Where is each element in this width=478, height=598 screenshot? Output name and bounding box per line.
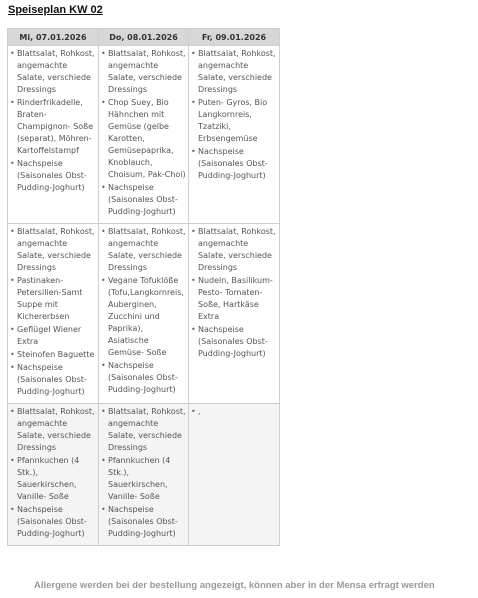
dish-item (10, 349, 96, 361)
dish-text: Nudeln, Basilikum- Pesto- Tomaten- Soße, Hartkäse Extra (198, 276, 273, 321)
bullet-icon: • (101, 227, 106, 236)
dish-text: Blattsalat, Rohkost, angemachte Salate, verschiede Dressings (108, 49, 186, 94)
menu-row (8, 224, 280, 404)
dish-item (101, 504, 186, 540)
menu-cell (189, 46, 280, 224)
dish-list (10, 406, 96, 540)
dish-item (191, 275, 277, 323)
bullet-icon: • (10, 159, 15, 168)
bullet-icon: • (101, 407, 106, 416)
menu-cell (99, 224, 189, 404)
dish-item (10, 275, 96, 323)
allergen-note: Allergene werden bei der bestellung angezeigt, können aber in der Mensa erfragt werden (34, 580, 435, 591)
dish-text: Nachspeise (Saisonales Obst- Pudding-Joghurt) (17, 363, 87, 396)
dish-list (101, 226, 186, 396)
bullet-icon: • (191, 49, 196, 58)
bullet-icon: • (10, 363, 15, 372)
dish-item (191, 146, 277, 182)
bullet-icon: • (10, 407, 15, 416)
bullet-icon: • (191, 276, 196, 285)
dish-list (191, 226, 277, 360)
dish-text: Nachspeise (Saisonales Obst- Pudding-Joghurt) (108, 505, 178, 538)
bullet-icon: • (191, 325, 196, 334)
dish-item (10, 362, 96, 398)
dish-item (191, 226, 277, 274)
page-title: Speiseplan KW 02 (8, 4, 103, 16)
dish-item (10, 97, 96, 157)
bullet-icon: • (10, 98, 15, 107)
dish-text: Blattsalat, Rohkost, angemachte Salate, verschiede Dressings (17, 227, 95, 272)
menu-cell (189, 404, 280, 546)
bullet-icon: • (101, 49, 106, 58)
dish-text: , (198, 407, 201, 416)
dish-item (101, 226, 186, 274)
dish-text: Nachspeise (Saisonales Obst- Pudding-Joghurt) (198, 325, 268, 358)
bullet-icon: • (10, 350, 15, 359)
dish-item (101, 97, 186, 181)
dish-text: Nachspeise (Saisonales Obst- Pudding-Joghurt) (198, 147, 268, 180)
day-header: Fr, 09.01.2026 (189, 29, 280, 46)
dish-item (10, 455, 96, 503)
dish-list (101, 406, 186, 540)
bullet-icon: • (101, 276, 106, 285)
dish-text: Pastinaken- Petersilien-Samt Suppe mit Kichererbsen (17, 276, 83, 321)
dish-text: Blattsalat, Rohkost, angemachte Salate, verschiede Dressings (108, 407, 186, 452)
dish-item (10, 158, 96, 194)
bullet-icon: • (10, 227, 15, 236)
bullet-icon: • (10, 325, 15, 334)
dish-text: Blattsalat, Rohkost, angemachte Salate, verschiede Dressings (108, 227, 186, 272)
menu-table (7, 28, 280, 546)
menu-cell (99, 404, 189, 546)
dish-text: Chop Suey, Bio Hähnchen mit Gemüse (gelbe Karotten, Gemüsepaprika, Knoblauch, Choisum, Pak-Choi) (108, 98, 186, 179)
dish-list (101, 48, 186, 218)
dish-item (10, 504, 96, 540)
dish-text: Geflügel Wiener Extra (17, 325, 82, 346)
menu-cell (99, 46, 189, 224)
dish-text: Blattsalat, Rohkost, angemachte Salate, verschiede Dressings (198, 49, 276, 94)
dish-text: Puten- Gyros, Bio Langkornreis, Tzatziki, Erbsengemüse (198, 98, 268, 143)
bullet-icon: • (10, 49, 15, 58)
bullet-icon: • (191, 407, 196, 416)
dish-item (101, 275, 186, 359)
day-header: Do, 08.01.2026 (99, 29, 189, 46)
dish-text: Pfannkuchen (4 Stk.), Sauerkirschen, Vanille- Soße (17, 456, 80, 501)
dish-text: Nachspeise (Saisonales Obst- Pudding-Joghurt) (17, 159, 87, 192)
dish-item (10, 48, 96, 96)
dish-text: Rinderfrikadelle, Braten- Champignon- Soße (separat), Möhren- Kartoffelstampf (17, 98, 94, 155)
menu-row (8, 46, 280, 224)
dish-item (10, 406, 96, 454)
bullet-icon: • (191, 147, 196, 156)
day-header-row (8, 29, 280, 46)
dish-item (101, 182, 186, 218)
menu-cell (8, 404, 99, 546)
dish-item (101, 455, 186, 503)
dish-item (101, 406, 186, 454)
bullet-icon: • (101, 183, 106, 192)
dish-list (10, 226, 96, 398)
dish-item (191, 97, 277, 145)
dish-text: Blattsalat, Rohkost, angemachte Salate, verschiede Dressings (17, 407, 95, 452)
dish-text: Nachspeise (Saisonales Obst- Pudding-Joghurt) (108, 183, 178, 216)
dish-item (10, 324, 96, 348)
dish-text: Blattsalat, Rohkost, angemachte Salate, verschiede Dressings (198, 227, 276, 272)
menu-row (8, 404, 280, 546)
bullet-icon: • (101, 456, 106, 465)
dish-text: Steinofen Baguette (17, 350, 95, 359)
bullet-icon: • (191, 98, 196, 107)
dish-item (10, 226, 96, 274)
dish-item (191, 406, 277, 418)
dish-item (101, 48, 186, 96)
dish-item (191, 48, 277, 96)
bullet-icon: • (10, 276, 15, 285)
dish-item (191, 324, 277, 360)
dish-list (191, 48, 277, 182)
bullet-icon: • (191, 227, 196, 236)
dish-item (101, 360, 186, 396)
bullet-icon: • (10, 505, 15, 514)
dish-text: Pfannkuchen (4 Stk.), Sauerkirschen, Vanille- Soße (108, 456, 171, 501)
dish-list (10, 48, 96, 194)
menu-cell (189, 224, 280, 404)
bullet-icon: • (101, 505, 106, 514)
bullet-icon: • (101, 361, 106, 370)
menu-cell (8, 46, 99, 224)
dish-text: Blattsalat, Rohkost, angemachte Salate, verschiede Dressings (17, 49, 95, 94)
dish-text: Nachspeise (Saisonales Obst- Pudding-Joghurt) (17, 505, 87, 538)
day-header: Mi, 07.01.2026 (8, 29, 99, 46)
dish-list (191, 406, 277, 418)
dish-text: Nachspeise (Saisonales Obst- Pudding-Joghurt) (108, 361, 178, 394)
menu-cell (8, 224, 99, 404)
bullet-icon: • (10, 456, 15, 465)
dish-text: Vegane Tofuklöße (Tofu,Langkornreis, Auberginen, Zucchini und Paprika), Asiatische Gemüse- Soße (108, 276, 184, 357)
bullet-icon: • (101, 98, 106, 107)
